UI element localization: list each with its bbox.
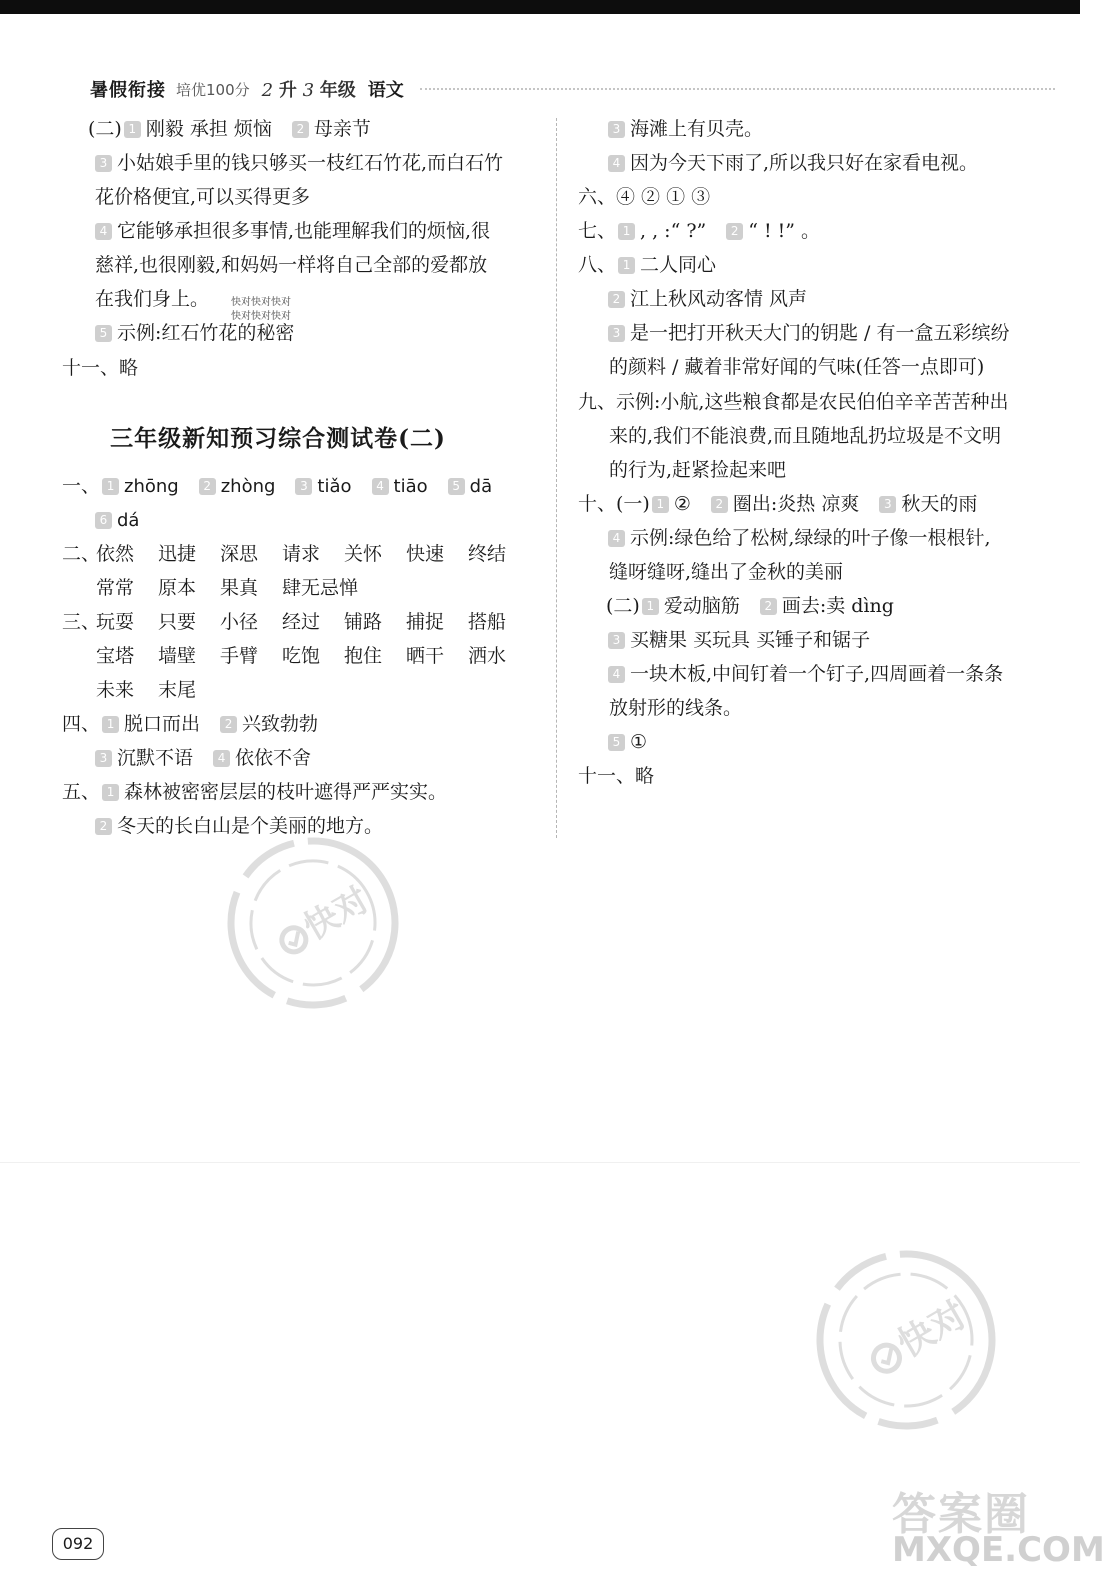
word-item: 果真 [220, 577, 259, 599]
question-marker: 3 [295, 478, 312, 495]
word-item: 洒水 [468, 645, 507, 667]
answer-line: 4 示例:绿色给了松树,绿绿的叶子像一根根针, [606, 524, 990, 552]
header-subject: 语文 [367, 80, 404, 101]
question-marker: 2 [711, 496, 728, 513]
question-marker: 1 [652, 496, 669, 513]
answer-line: 放射形的线条。 [609, 697, 743, 719]
question-marker: 4 [608, 530, 625, 547]
kuaidui-stamp-icon [806, 1240, 1006, 1440]
word-item: 抱住 [344, 645, 383, 667]
question-marker: 2 [95, 818, 112, 835]
question-marker: 3 [95, 155, 112, 172]
answer-line: 4 因为今天下雨了,所以我只好在家看电视。 [606, 149, 978, 177]
question-marker: 3 [95, 750, 112, 767]
column-divider [556, 118, 557, 838]
answer-line: 5 示例:红石竹花的秘密 [93, 319, 294, 347]
kuaidui-stamp-icon [218, 828, 408, 1018]
header-grade: 2 升 3 年级 [261, 80, 356, 101]
watermark-logo: 答案圈 [892, 1489, 1030, 1540]
page-header [90, 76, 1055, 102]
word-item: 深思 [220, 543, 259, 565]
question-marker: 4 [213, 750, 230, 767]
word-item: 肆无忌惮 [282, 577, 359, 599]
answer-line: 3 沉默不语 4 依依不舍 [93, 744, 311, 772]
question-marker: 1 [642, 598, 659, 615]
question-marker: 2 [199, 478, 216, 495]
tiny-watermark-text: 快对快对快对 [231, 297, 291, 308]
word-item: 经过 [282, 611, 321, 633]
svg-text:快对: 快对 [297, 879, 377, 949]
word-item: 原本 [158, 577, 197, 599]
header-dotted-rule [420, 88, 1055, 90]
answer-line: 慈祥,也很刚毅,和妈妈一样将自己全部的爱都放 [95, 254, 488, 276]
answer-line: 一、 1 zhōng 2 zhòng 3 tiǎo 4 tiāo 5 dā [62, 475, 493, 497]
answer-line: 3 海滩上有贝壳。 [606, 115, 763, 143]
watermark-url: MXQE.COM [892, 1530, 1105, 1570]
top-black-bar [0, 0, 1080, 14]
question-marker: 3 [879, 496, 896, 513]
question-marker: 2 [292, 121, 309, 138]
question-marker: 4 [372, 478, 389, 495]
answer-line: 5 ① [606, 728, 647, 756]
word-item: 小径 [220, 611, 259, 633]
question-marker: 3 [608, 632, 625, 649]
answer-line: 九、示例:小航,这些粮食都是农民伯伯辛辛苦苦种出 [578, 391, 1009, 413]
word-item: 请求 [282, 543, 321, 565]
word-item: 依然 [96, 543, 135, 565]
answer-line: 3 买糖果 买玩具 买锤子和锯子 [606, 626, 870, 654]
word-item: 吃饱 [282, 645, 321, 667]
word-item: 末尾 [158, 679, 197, 701]
svg-text:快对: 快对 [891, 1294, 974, 1366]
header-series: 暑假衔接 [90, 80, 166, 101]
word-item: 迅捷 [158, 543, 197, 565]
word-item: 终结 [468, 543, 507, 565]
question-marker: 4 [608, 666, 625, 683]
question-marker: 4 [608, 155, 625, 172]
word-item: 只要 [158, 611, 197, 633]
word-item: 未来 [96, 679, 135, 701]
word-item: 快速 [406, 543, 445, 565]
question-marker: 4 [95, 223, 112, 240]
answer-line: 4 它能够承担很多事情,也能理解我们的烦恼,很 [93, 217, 490, 245]
answer-line: 6 dá [93, 506, 139, 535]
question-marker: 3 [608, 325, 625, 342]
answer-line: 八、 1 二人同心 [578, 254, 717, 276]
answer-line: 十、(一) 1 ② 2 圈出:炎热 凉爽 3 秋天的雨 [578, 493, 978, 515]
word-item: 常常 [96, 577, 135, 599]
word-item: 捕捉 [406, 611, 445, 633]
word-item: 铺路 [344, 611, 383, 633]
answer-line: 3 小姑娘手里的钱只够买一枝红石竹花,而白石竹 [93, 149, 503, 177]
word-item: 关怀 [344, 543, 383, 565]
word-item: 墙壁 [158, 645, 197, 667]
question-marker: 5 [95, 325, 112, 342]
answer-line: (二) 1 爱动脑筋 2 画去:卖 dìng [606, 595, 894, 617]
answer-line: 五、 1 森林被密密层层的枝叶遮得严严实实。 [62, 781, 448, 803]
word-item: 宝塔 [96, 645, 135, 667]
word-item: 手臂 [220, 645, 259, 667]
answer-line: 的行为,赶紧捡起来吧 [609, 459, 787, 481]
question-marker: 5 [448, 478, 465, 495]
answer-line: 3 是一把打开秋天大门的钥匙 / 有一盒五彩缤纷 [606, 319, 1009, 347]
word-item: 搭船 [468, 611, 507, 633]
question-marker: 6 [95, 512, 112, 529]
answer-line: (二) 1 刚毅 承担 烦恼 2 母亲节 [88, 118, 371, 140]
answer-line: 花价格便宜,可以买得更多 [95, 186, 311, 208]
question-marker: 1 [102, 784, 119, 801]
question-marker: 1 [618, 223, 635, 240]
word-item: 玩耍 [96, 611, 135, 633]
page-number: 092 [52, 1528, 104, 1560]
answer-line: 2 冬天的长白山是个美丽的地方。 [93, 812, 383, 840]
answer-line: 十一、略 [62, 357, 139, 379]
answer-line: 来的,我们不能浪费,而且随地乱扔垃圾是不文明 [609, 425, 1002, 447]
tiny-watermark-text: 快对快对快对 [231, 311, 291, 322]
question-marker: 3 [608, 121, 625, 138]
answer-line: 在我们身上。 [95, 288, 210, 310]
answer-line: 的颜料 / 藏着非常好闻的气味(任答一点即可) [609, 356, 985, 378]
faint-scan-line [0, 1162, 1080, 1163]
question-marker: 1 [102, 716, 119, 733]
answer-line: 2 江上秋风动客情 风声 [606, 285, 807, 313]
answer-line: 四、 1 脱口而出 2 兴致勃勃 [62, 713, 319, 735]
question-marker: 1 [102, 478, 119, 495]
question-marker: 2 [608, 291, 625, 308]
word-item: 晒干 [406, 645, 445, 667]
answer-line: 4 一块木板,中间钉着一个钉子,四周画着一条条 [606, 660, 1003, 688]
answer-line: 十一、略 [578, 765, 655, 787]
question-marker: 2 [726, 223, 743, 240]
answer-line: 缝呀缝呀,缝出了金秋的美丽 [609, 561, 844, 583]
question-marker: 5 [608, 734, 625, 751]
question-marker: 2 [220, 716, 237, 733]
answer-line: 六、④ ② ① ③ [578, 186, 711, 208]
question-marker: 1 [618, 257, 635, 274]
header-tag: 培优100分 [176, 80, 250, 99]
section-title: 三年级新知预习综合测试卷(二) [110, 425, 446, 452]
question-marker: 1 [124, 121, 141, 138]
answer-line: 七、 1 , , :“ ?” 2 “ ! !” 。 [578, 220, 821, 242]
answer-line: 三、 [62, 611, 101, 633]
question-marker: 2 [760, 598, 777, 615]
answer-line: 二、 [62, 543, 101, 565]
